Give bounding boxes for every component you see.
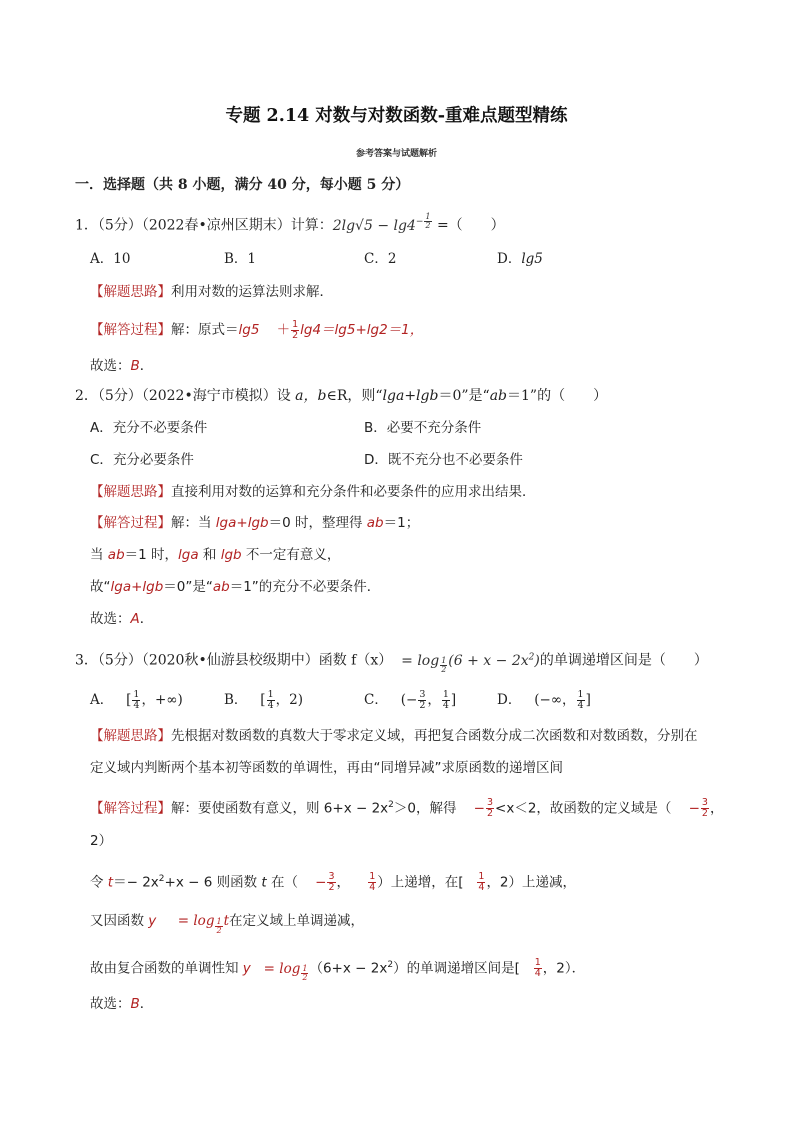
q3-log-expression-2: = log $_{\frac{1}{2}}$ <box>263 960 308 983</box>
q2-answer: 故选：A． <box>90 611 154 627</box>
q1-option-a: A．10 <box>90 251 131 267</box>
q2-option-d: D．既不充分也不必要条件 <box>364 452 523 468</box>
q1-idea-label: 【解题思路】 <box>90 284 171 300</box>
q3-answer: 故选：B． <box>90 996 154 1012</box>
q3-option-d: D． (−∞， $\frac{1}{4}$ ] <box>497 689 591 711</box>
page-title: 专题 2.14 对数与对数函数-重难点题型精练 <box>225 106 568 126</box>
q3-log-expression-1: = log $_{\frac{1}{2}}$ t <box>177 913 229 935</box>
q1-option-d: D．lg5 <box>497 251 543 267</box>
q2-answer-value: A <box>130 611 140 627</box>
q3-option-a: A． [ $\frac{1}{4}$ ，+∞) <box>90 689 183 711</box>
q1-option-b: B．1 <box>224 251 257 267</box>
question-1-stem: 1．（5分）（2022春•凉州区期末）计算：$2\lg√5 - \lg 4^{- \frac{1}{2}}$ =（ ） <box>75 212 505 234</box>
q1-process-label: 【解答过程】 <box>90 322 171 338</box>
q2-idea-label: 【解题思路】 <box>90 484 171 500</box>
q2-option-b: B．必要不充分条件 <box>364 420 482 436</box>
q3-process-line-4: 又因函数 y = log $_{\frac{1}{2}}$ t在定义域上单调递减， <box>90 913 364 935</box>
q1-idea: 【解题思路】利用对数的运算法则求解． <box>90 284 333 300</box>
q3-process-line-2: 2） <box>90 833 113 849</box>
q1-exponent: − 1 2 <box>415 212 431 230</box>
page-subtitle: 参考答案与试题解析 <box>355 149 437 159</box>
question-2-stem: 2．（5分）（2022•海宁市模拟）设 a，b∈R，则“lga+lgb＝0”是“ab＝1”的（ ） <box>75 388 608 404</box>
q3-process-label: 【解答过程】 <box>90 800 171 817</box>
q1-answer: 故选：B． <box>90 358 154 374</box>
q2-option-a: A．充分不必要条件 <box>90 420 208 436</box>
q2-process-line-1: 【解答过程】解：当 lga+lgb＝0 时，整理得 ab＝1； <box>90 515 420 531</box>
q2-process-line-2: 当 ab＝1 时，lga 和 lgb 不一定有意义， <box>90 547 341 563</box>
q1-expression: $2\lg√5 - \lg 4^{- \frac{1}{2}}$ <box>332 212 431 234</box>
q1-stem-text: 1．（5分）（2022春•凉州区期末）计算： <box>75 217 333 234</box>
q2-idea: 【解题思路】直接利用对数的运算和充分条件和必要条件的应用求出结果． <box>90 484 536 500</box>
q2-process-label: 【解答过程】 <box>90 515 171 531</box>
q1-option-c: C．2 <box>364 251 397 267</box>
q1-process: 【解答过程】解：原式＝lg5 ＋ $\frac{1}{2}$ lg4＝lg5+lg2＝1， <box>90 318 424 341</box>
question-3-stem: 3．（5分）（2020秋•仙游县校级期中）函数 f（x） = log $_{\frac{1}{2}}$ $(6 + x - 2x^2)$的单调递增区间是（ ） <box>75 652 708 675</box>
q3-process-line-5: 故由复合函数的单调性知 y = log $_{\frac{1}{2}}$ $(6+x - 2x^2)$的单调递增区间是[ $\frac{1}{4}$ ，2）． <box>90 957 586 983</box>
q3-option-c: C． (− $\frac{3}{2}$ ， $\frac{1}{4}$ ] <box>364 689 457 711</box>
q3-idea-line-1: 【解题思路】先根据对数函数的真数大于零求定义域，再把复合函数分成二次函数和对数函数，分别在 <box>90 728 698 744</box>
q3-process-line-1: 【解答过程】解：要使函数有意义，则 $6+x - 2x^2>0$，解得 − $\frac{3}{2}$ <x＜2，故函数的定义域是（ − $\frac{3}{2}$ ， <box>90 797 724 819</box>
section-heading: 一．选择题（共 8 小题，满分 40 分，每小题 5 分） <box>75 177 410 193</box>
q3-idea-line-2: 定义域内判断两个基本初等函数的单调性，再由“同增异减”求原函数的递增区间 <box>90 760 563 776</box>
q3-answer-value: B <box>130 996 140 1012</box>
q3-idea-label: 【解题思路】 <box>90 728 171 744</box>
q1-answer-value: B <box>130 358 140 374</box>
q3-function-expression: = log $_{\frac{1}{2}}$ $(6 + x - 2x^2)$ <box>401 652 540 675</box>
q3-option-b: B． [ $\frac{1}{4}$ ，2) <box>224 689 303 711</box>
q3-process-line-3: 令 $t=- 2x^2+x - 6$ 则函数 t 在（ − $\frac{3}{2}$ ， $\frac{1}{4}$ ）上递增，在[ $\frac{1}{4}$ ，2）上递减， <box>90 871 577 893</box>
q2-option-c: C．充分必要条件 <box>90 452 194 468</box>
q2-process-line-3: 故“lga+lgb＝0”是“ab＝1”的充分不必要条件． <box>90 579 381 595</box>
